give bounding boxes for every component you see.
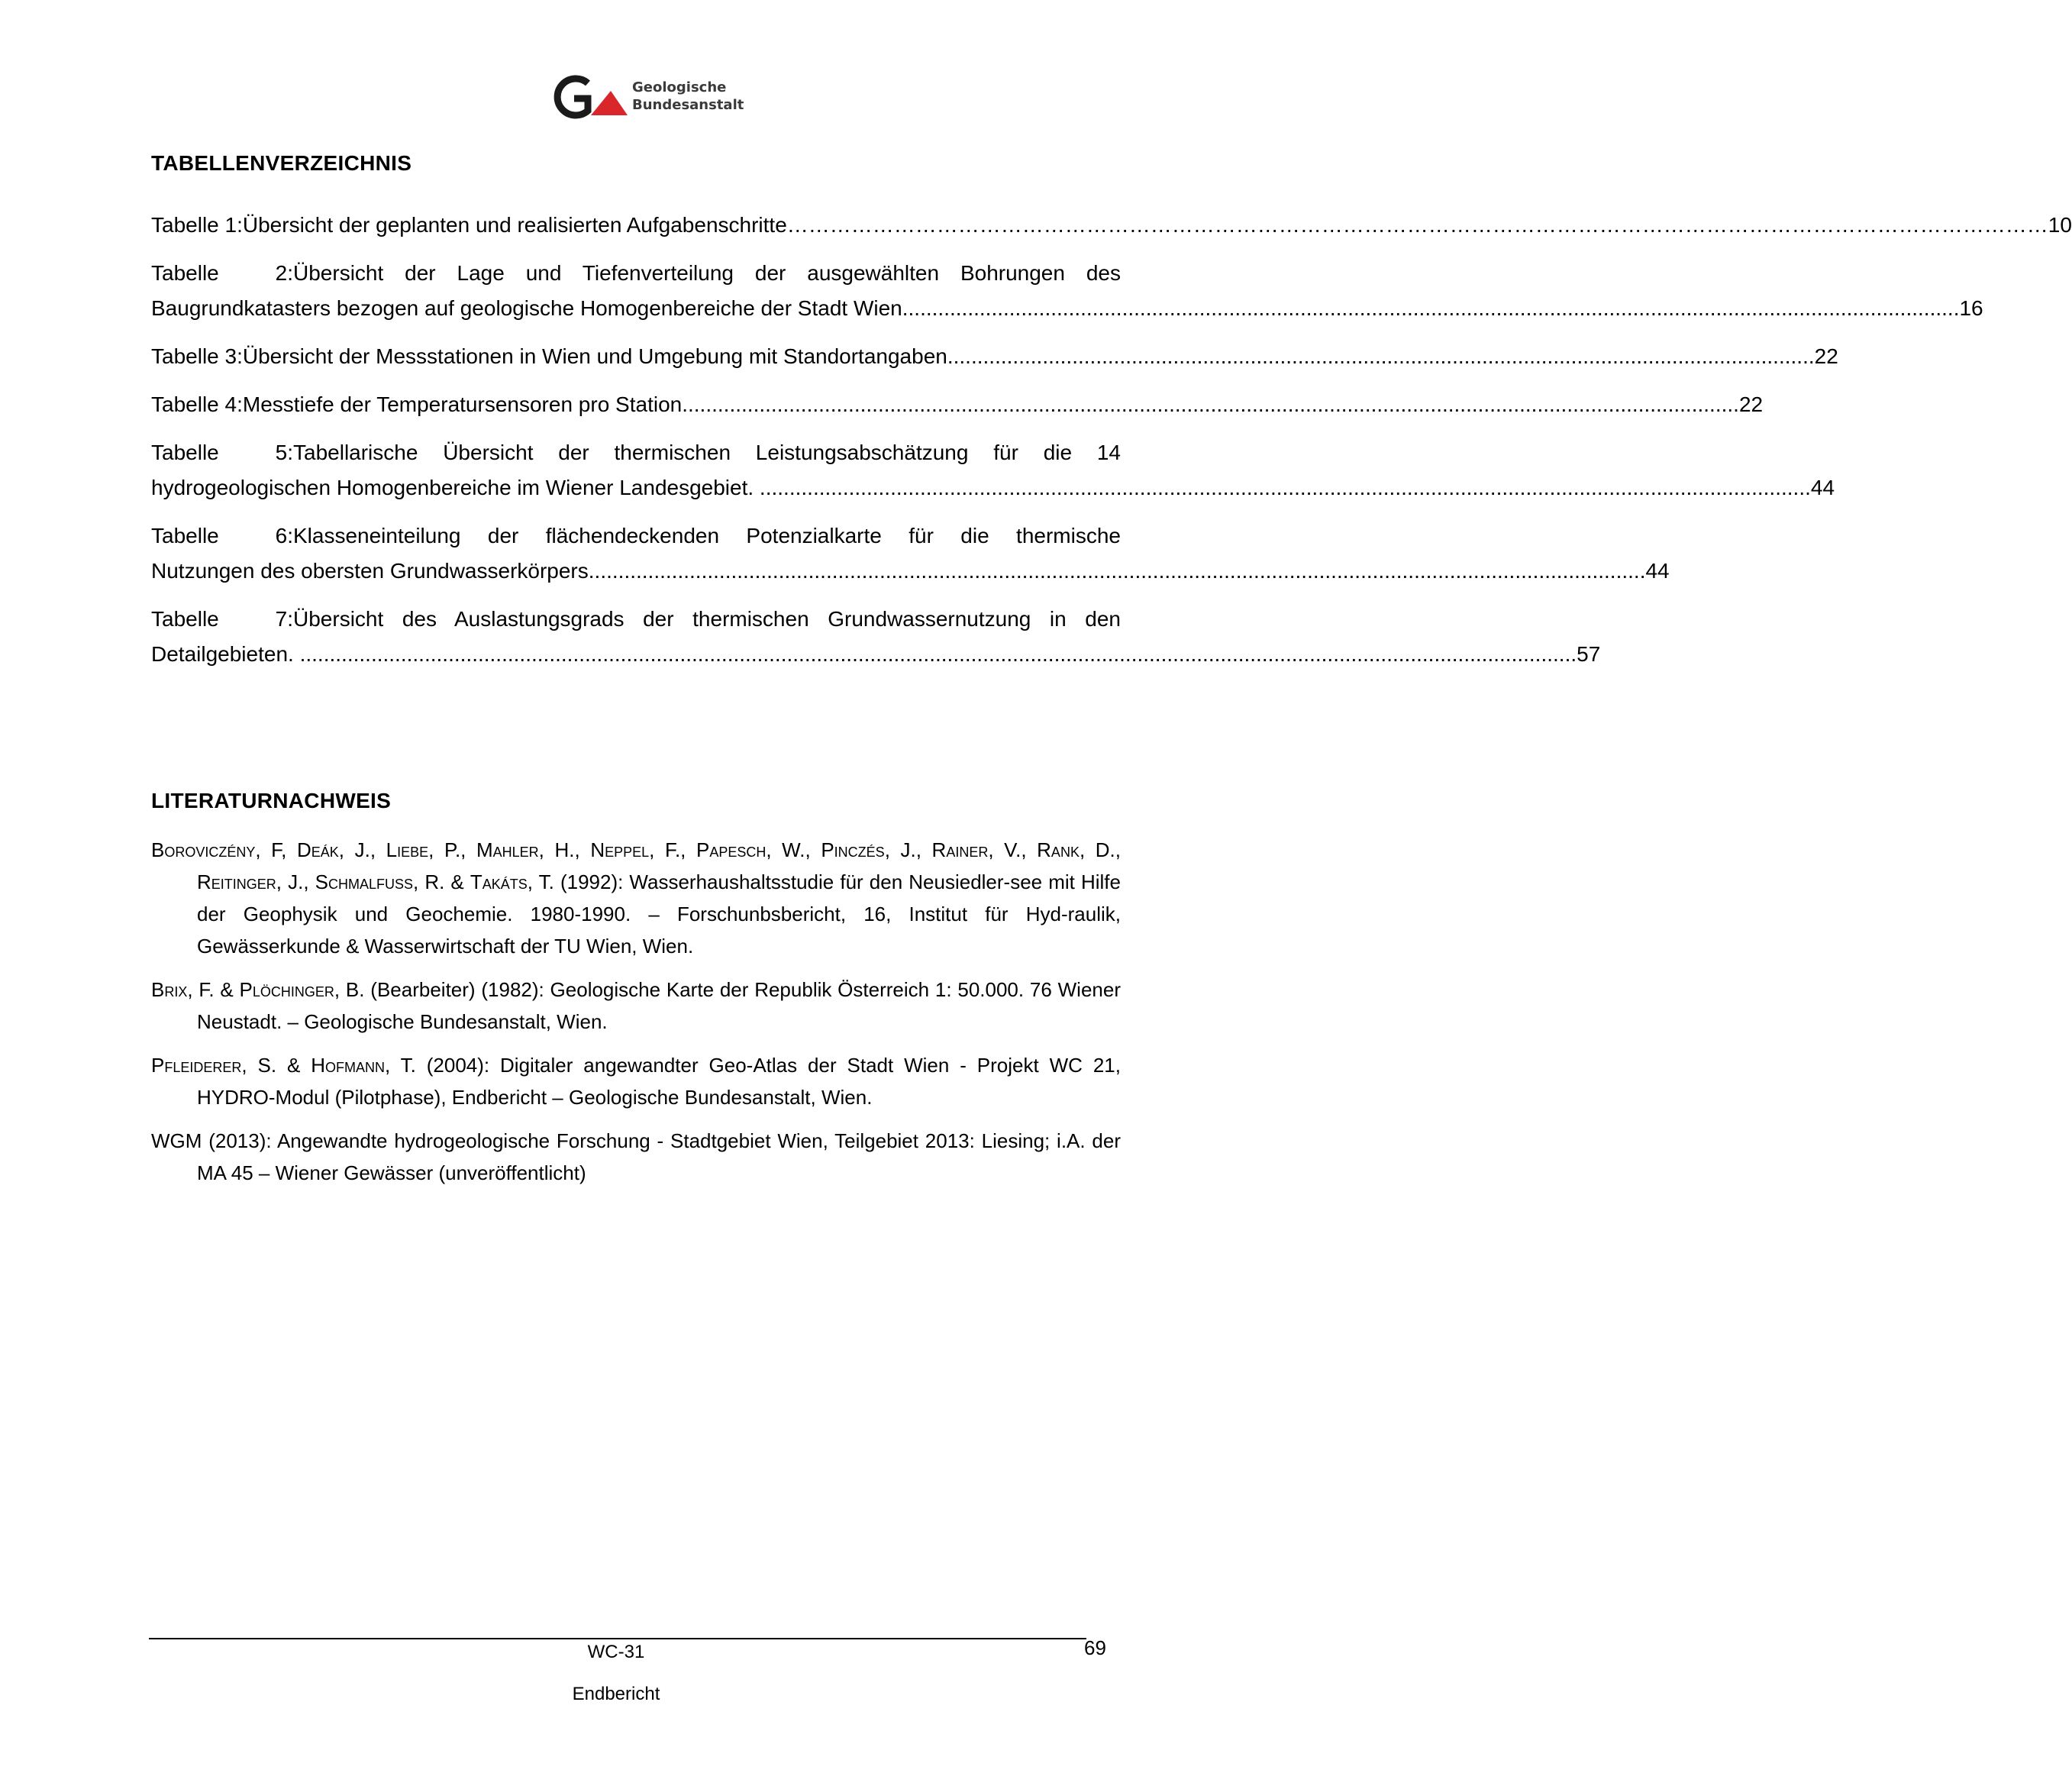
- gba-logo-icon: [548, 73, 632, 126]
- toc-page: 10: [2048, 213, 2072, 237]
- reference-list: [151, 834, 1121, 1200]
- ref-author: Liebe: [386, 838, 429, 861]
- toc-leader: .................................................................................................................................................................................: [754, 476, 1811, 499]
- ref-body: , T. (2004): Digitaler angewandter Geo-Atlas der Stadt Wien - Projekt WC 21, HYDRO-Modul (Pilotphase), Endbericht – Geologische Bundesanstalt, Wien.: [197, 1054, 1121, 1109]
- toc-leader: .................................................................................................................................................: [953, 344, 1815, 368]
- toc-entry-1[interactable]: [151, 208, 2072, 243]
- toc-label: Tabelle 1:: [151, 213, 243, 237]
- toc-text: Messtiefe der Temperatursensoren pro Station.: [242, 392, 688, 416]
- toc-entry-5[interactable]: [151, 435, 1835, 505]
- toc-page: 16: [1959, 296, 1983, 320]
- toc-page: 22: [1814, 344, 1838, 368]
- footer-doc-id: WC-31: [587, 1642, 645, 1662]
- toc-leader: .......................................................................................................................................................................................................................: [293, 642, 1577, 666]
- ref-sep: , J.,: [884, 838, 932, 861]
- toc-text: Übersicht der geplanten und realisierten Aufgabenschritte: [242, 213, 787, 237]
- ref-author: Neppel: [590, 838, 650, 861]
- ref-author: Papesch: [696, 838, 767, 861]
- logo-line-1: Geologische: [632, 79, 727, 95]
- ref-sep: , P.,: [428, 838, 476, 861]
- ref-sep: , F.,: [649, 838, 696, 861]
- toc-entry-6[interactable]: [151, 518, 1670, 589]
- ref-author: Pfleiderer: [151, 1054, 242, 1077]
- toc-text: Übersicht der Messstationen in Wien und Umgebung mit Standortangaben.: [242, 344, 954, 368]
- toc-text-cont: Detailgebieten.: [151, 642, 294, 666]
- ref-body: , B. (Bearbeiter) (1982): Geologische Karte der Republik Österreich 1: 50.000. 76 Wiener Neustadt. – Geologische Bundesanstalt, Wien.: [197, 978, 1121, 1033]
- ref-body: WGM (2013): Angewandte hydrogeologische Forschung - Stadtgebiet Wien, Teilgebiet 2013: Liesing; i.A. der MA 45 – Wiener Gewässer (unveröffentlicht): [151, 1129, 1121, 1184]
- toc-leader: .................................................................................................................................................................................: [594, 559, 1646, 583]
- toc-entry-7[interactable]: [151, 602, 1601, 672]
- toc-entry-4[interactable]: [151, 387, 1764, 422]
- references-heading: LITERATURNACHWEIS: [151, 789, 392, 812]
- footer-rule: [149, 1638, 1086, 1639]
- ref-author: Reitinger: [197, 870, 276, 893]
- ref-sep: , D.,: [1079, 838, 1121, 861]
- toc-label: Tabelle 6:: [151, 524, 293, 547]
- logo-line-2: Bundesanstalt: [632, 97, 744, 113]
- ref-author: Deák: [297, 838, 339, 861]
- ref-sep: , R. &: [413, 870, 470, 893]
- logo-text: [632, 79, 744, 114]
- toc-label: Tabelle 7:: [151, 607, 293, 631]
- toc-text-cont: hydrogeologischen Homogenbereiche im Wiener Landesgebiet.: [151, 476, 754, 499]
- ref-author: Pinczés: [821, 838, 885, 861]
- ref-author: Mahler: [476, 838, 539, 861]
- ref-sep: , F. &: [187, 978, 240, 1001]
- ref-author: Brix: [151, 978, 188, 1001]
- ref-author: Rainer: [931, 838, 989, 861]
- ref-author: Boroviczény: [151, 838, 256, 861]
- toc-entry-2[interactable]: [151, 256, 1983, 326]
- toc-leader: ……………………………………………………………………………………………………………………………………………………………: [786, 213, 2048, 237]
- ref-sep: , F,: [255, 838, 297, 861]
- reference-3: [151, 1049, 1121, 1113]
- page-number: 69: [1084, 1636, 1106, 1659]
- gba-logo: [548, 73, 744, 126]
- ref-sep: , H.,: [538, 838, 591, 861]
- toc-leader: .................................................................................................................................................................................: [688, 392, 1739, 416]
- toc-text: Klasseneinteilung der flächendeckenden Potenzialkarte für die thermische: [293, 524, 1121, 547]
- toc-label: Tabelle 4:: [151, 392, 243, 416]
- toc-heading: TABELLENVERZEICHNIS: [151, 151, 412, 175]
- toc-label: Tabelle 2:: [151, 261, 293, 285]
- toc-text-cont: Nutzungen des obersten Grundwasserkörpers.: [151, 559, 595, 583]
- ref-sep: , S. &: [241, 1054, 311, 1077]
- ref-sep: , W.,: [766, 838, 821, 861]
- ref-sep: , J.,: [338, 838, 386, 861]
- toc-leader: .................................................................................................................................................................................: [908, 296, 1960, 320]
- ref-sep: , J.,: [276, 870, 315, 893]
- reference-4: [151, 1125, 1121, 1189]
- ref-sep: , V.,: [988, 838, 1038, 861]
- toc-text: Übersicht des Auslastungsgrads der thermischen Grundwassernutzung in den: [293, 607, 1121, 631]
- ref-author: Schmalfuß: [315, 870, 414, 893]
- toc-text-cont: Baugrundkatasters bezogen auf geologische Homogenbereiche der Stadt Wien.: [151, 296, 909, 320]
- ref-author: Takáts: [470, 870, 528, 893]
- ref-body: , T. (1992): Wasserhaushaltsstudie für den Neusiedler-see mit Hilfe der Geophysik und Geochemie. 1980-1990. – Forschunbsbericht, 16, Institut für Hyd-raulik, Gewässerkunde & Wasserwirtschaft der TU Wien, Wien.: [197, 870, 1121, 958]
- toc-page: 57: [1577, 642, 1601, 666]
- table-of-tables: [151, 208, 2072, 685]
- ref-author: Hofmann: [311, 1054, 385, 1077]
- toc-label: Tabelle 3:: [151, 344, 243, 368]
- reference-2: [151, 974, 1121, 1038]
- toc-text: Tabellarische Übersicht der thermischen Leistungsabschätzung für die 14: [293, 441, 1121, 464]
- ref-author: Rank: [1037, 838, 1080, 861]
- toc-entry-3[interactable]: [151, 339, 1838, 374]
- toc-text: Übersicht der Lage und Tiefenverteilung der ausgewählten Bohrungen des: [293, 261, 1121, 285]
- toc-page: 44: [1810, 476, 1835, 499]
- footer-doc-type: Endbericht: [572, 1684, 660, 1704]
- toc-page: 22: [1738, 392, 1764, 416]
- ref-author: Plöchinger: [239, 978, 334, 1001]
- reference-1: [151, 834, 1121, 962]
- toc-label: Tabelle 5:: [151, 441, 293, 464]
- toc-page: 44: [1645, 559, 1670, 583]
